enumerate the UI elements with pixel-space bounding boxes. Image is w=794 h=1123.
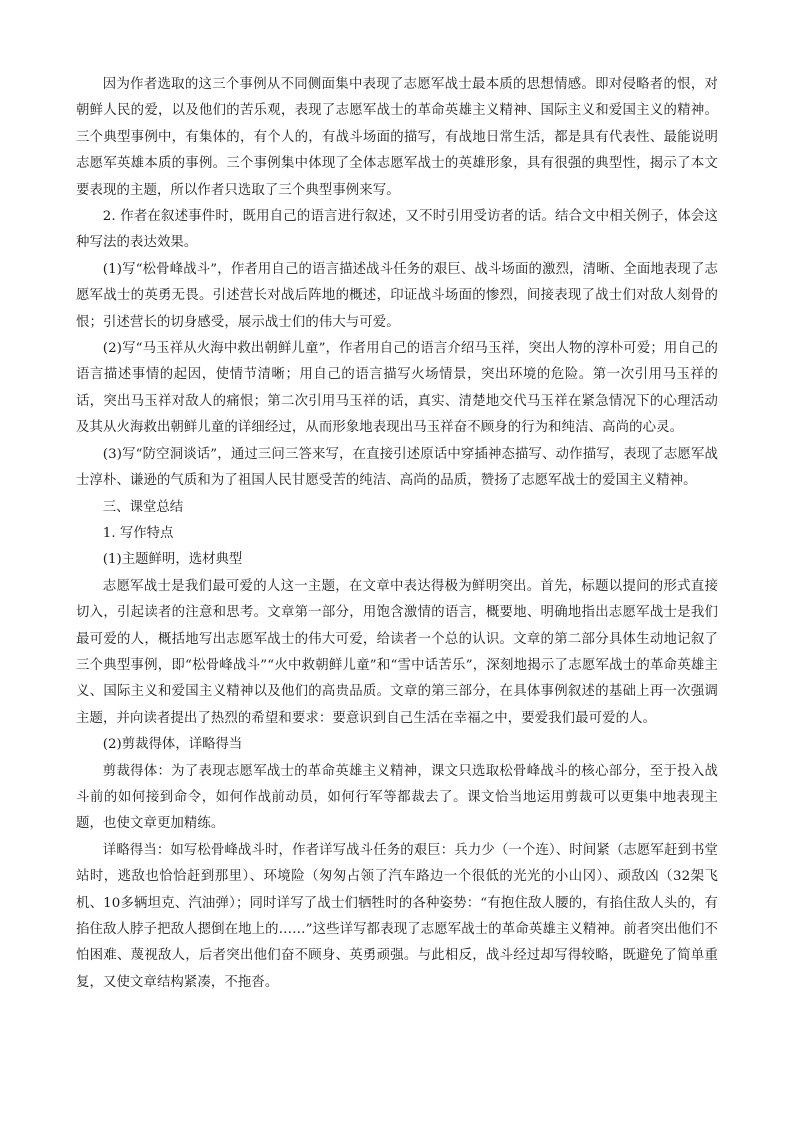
paragraph-air-raid-shelter-talk: (3)写“防空洞谈话”，通过三问三答来写，在直接引述原话中穿插神态描写、动作描写，表现了志愿军战士淳朴、谦逊的气质和为了祖国人民甘愿受苦的纯洁、高尚的品质，赞扬了志愿军战士的爱国主义精神。 [76, 446, 718, 489]
subheading-tailoring: (2)剪裁得体，详略得当 [102, 737, 243, 753]
paragraph-reason-for-three-examples: 因为作者选取的这三个事例从不同侧面集中表现了志愿军战士最本质的思想情感。即对侵略者的恨，对朝鲜人民的爱，以及他们的苦乐观，表现了志愿军战士的革命英雄主义精神、国际主义和爱国主义的精神。三个典型事例中，有集体的，有个人的，有战斗场面的描写，有战地日常生活，都是具有代表性、最能说明志愿军英雄本质的事例。三个事例集中体现了全体志愿军战士的英雄形象，具有很强的典型性，揭示了本文要表现的主题，所以作者只选取了三个典型事例来写。 [76, 77, 718, 198]
paragraph-detail-and-brevity: 详略得当：如写松骨峰战斗时，作者详写战斗任务的艰巨：兵力少（一个连）、时间紧（志愿军赶到书堂站时，逃敌也恰恰赶到那里）、环境险（匆匆占领了汽车路边一个很低的光光的小山冈）、顽敌凶（32架飞机、10多辆坦克、汽油弹）；同时详写了战士们牺牲时的各种姿势：“有抱住敌人腰的，有掐住敌人头的，有掐住敌人脖子把敌人摁倒在地上的……”这些详写都表现了志愿军战士的革命英雄主义精神。前者突出他们不怕困难、蔑视敌人，后者突出他们奋不顾身、英勇顽强。与此相反，战斗经过却写得较略，既避免了简单重复，又使文章结构紧凑，不拖沓。 [76, 842, 718, 990]
paragraph-theme-explanation: 志愿军战士是我们最可爱的人这一主题，在文章中表达得极为鲜明突出。首先，标题以提问的形式直接切入，引起读者的注意和思考。文章第一部分，用饱含激情的语言，概要地、明确地指出志愿军战士是我们最可爱的人，概括地写出志愿军战士的伟大可爱，给读者一个总的认识。文章的第二部分具体生动地记叙了三个典型事例，即“松骨峰战斗”“火中救朝鲜儿童”和“雪中话苦乐”，深刻地揭示了志愿军战士的革命英雄主义、国际主义和爱国主义精神以及他们的高贵品质。文章的第三部分，在具体事例叙述的基础上再一次强调主题，并向读者提出了热烈的希望和要求：要意识到自己生活在幸福之中，要爱我们最可爱的人。 [76, 578, 718, 726]
subheading-clear-theme: (1)主题鲜明，选材典型 [102, 552, 243, 568]
paragraph-songgufeng-battle: (1)写“松骨峰战斗”，作者用自己的语言描述战斗任务的艰巨、战斗场面的激烈，清晰、全面地表现了志愿军战士的英勇无畏。引述营长对战后阵地的概述，印证战斗场面的惨烈，间接表现了战士们对敌人刻骨的恨；引述营长的切身感受，展示战士们的伟大与可爱。 [76, 261, 718, 330]
subheading-writing-features: 1. 写作特点 [102, 525, 174, 541]
section-heading-class-summary: 三、课堂总结 [102, 499, 184, 515]
paragraph-tailoring: 剪裁得体：为了表现志愿军战士的革命英雄主义精神，课文只选取松骨峰战斗的核心部分，至于投入战斗前的如何接到命令，如何作战前动员，如何行军等都裁去了。课文恰当地运用剪裁可以更集中地表现主题，也使文章更加精练。 [76, 763, 718, 832]
paragraph-ma-yuxiang-rescue: (2)写“马玉祥从火海中救出朝鲜儿童”，作者用自己的语言介绍马玉祥，突出人物的淳朴可爱；用自己的语言描述事情的起因，使情节清晰；用自己的语言描写火场情景，突出环境的危险。第一次引用马玉祥的话，突出马玉祥对敌人的痛恨；第二次引用马玉祥的话，真实、清楚地交代马玉祥在紧急情况下的心理活动及其从火海救出朝鲜儿童的详细经过，从而形象地表现出马玉祥奋不顾身的行为和纯洁、高尚的心灵。 [76, 341, 718, 436]
document-body [76, 72, 718, 996]
question-narration-method: 2. 作者在叙述事件时，既用自己的语言进行叙述，又不时引用受访者的话。结合文中相关例子，体会这种写法的表达效果。 [76, 209, 718, 251]
